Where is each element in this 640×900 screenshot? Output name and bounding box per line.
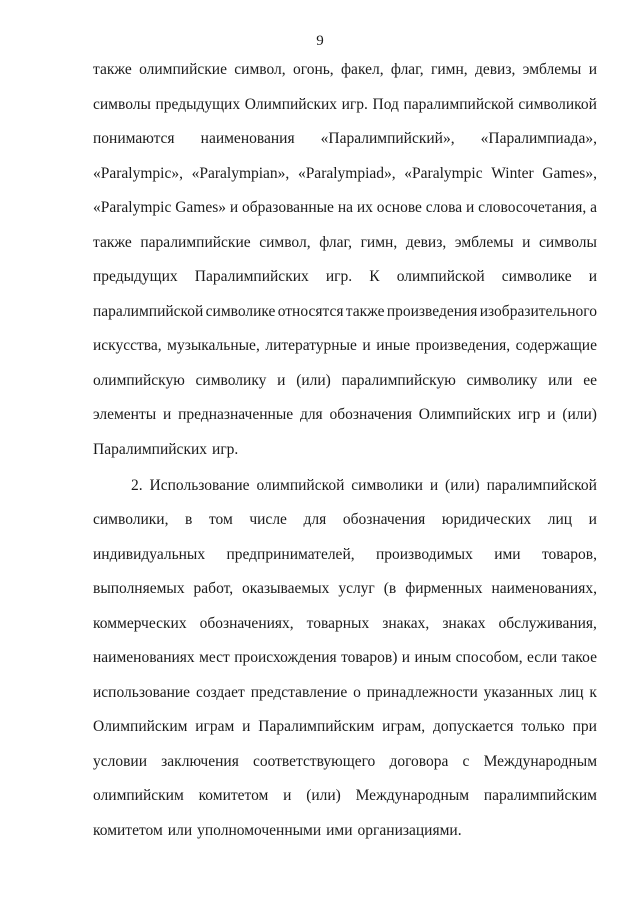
text-line: Паралимпийских игр. — [93, 440, 239, 458]
text-line: понимаются наименования «Паралимпийский», «Паралимпиада», — [93, 130, 597, 147]
text-line: элементы и предназначенные для обозначения Олимпийских игр и (или) — [93, 406, 597, 423]
text-line: предыдущих Паралимпийских игр. К олимпийской символике и — [93, 268, 597, 285]
text-line: символы предыдущих Олимпийских игр. Под паралимпийской символикой — [93, 95, 597, 113]
text-line: индивидуальных предпринимателей, производимых ими товаров, — [93, 545, 597, 563]
text-line: также олимпийские символ, огонь, факел, флаг, гимн, девиз, эмблемы и — [93, 61, 597, 78]
text-line: символики, в том числе для обозначения юридических лиц и — [93, 511, 597, 528]
text-line: олимпийскую символику и (или) паралимпийскую символику или ее — [93, 371, 597, 389]
text-line: паралимпийской символике относятся также произведения изобразительного — [93, 302, 597, 320]
text-line: Олимпийским играм и Паралимпийским играм, допускается только при — [93, 718, 597, 735]
text-line: использование создает представление о принадлежности указанных лиц к — [93, 683, 597, 701]
text-line: искусства, музыкальные, литературные и иные произведения, содержащие — [93, 337, 597, 354]
text-line: 2. Использование олимпийской символики и (или) паралимпийской — [131, 476, 597, 494]
body-text — [93, 53, 597, 848]
text-line: условии заключения соответствующего договора с Международным — [93, 752, 597, 770]
text-line: также паралимпийские символ, флаг, гимн, девиз, эмблемы и символы — [93, 233, 597, 251]
paragraph — [93, 469, 597, 849]
text-line: комитетом или уполномоченными ими организациями. — [93, 821, 462, 839]
text-line: коммерческих обозначениях, товарных знаках, знаках обслуживания, — [93, 614, 597, 632]
paragraph — [93, 53, 597, 467]
text-line: наименованиях мест происхождения товаров) и иным способом, если такое — [93, 649, 597, 666]
page-number: 9 — [316, 33, 324, 49]
text-line: «Paralympic», «Paralympian», «Paralympiad», «Paralympic Winter Games», — [93, 164, 597, 182]
text-line: «Paralympic Games» и образованные на их основе слова и словосочетания, а — [93, 199, 597, 216]
text-line: выполняемых работ, оказываемых услуг (в фирменных наименованиях, — [93, 580, 597, 597]
text-line: олимпийским комитетом и (или) Международным паралимпийским — [93, 787, 597, 804]
